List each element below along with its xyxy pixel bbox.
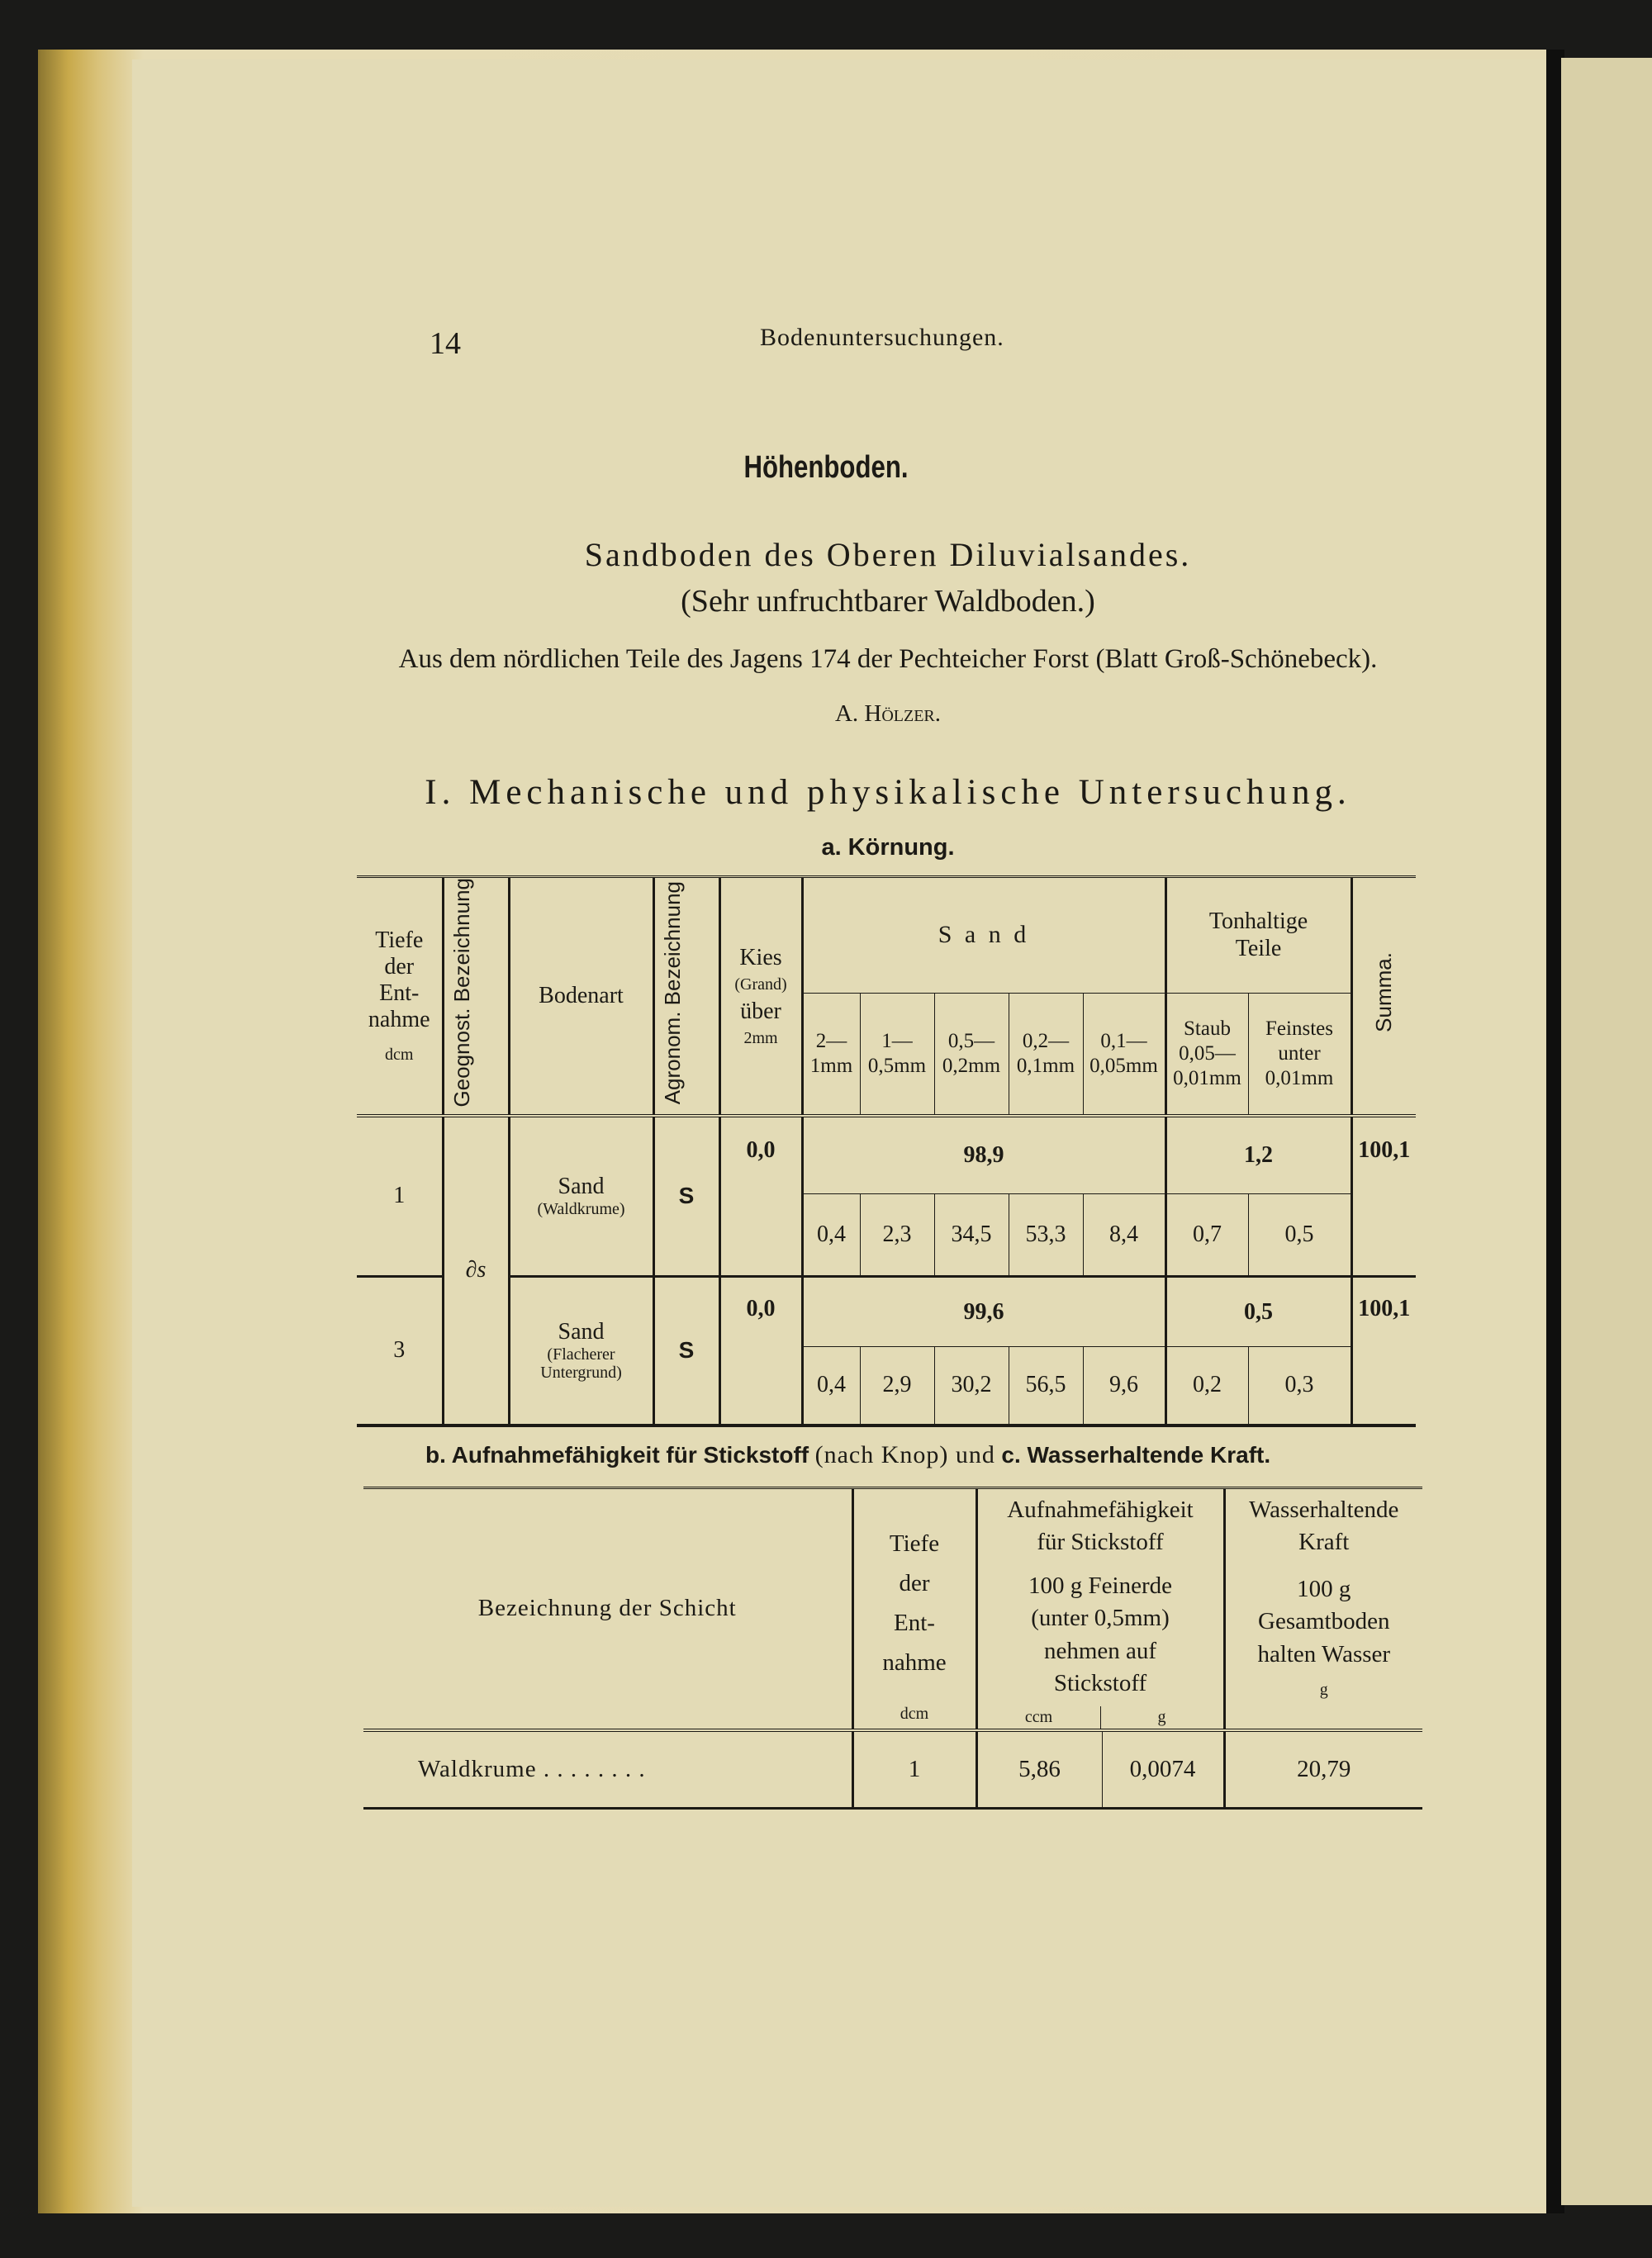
header-bezeichnung: Bezeichnung der Schicht xyxy=(363,1488,852,1730)
section-2c: c. Wasserhaltende Kraft. xyxy=(1001,1442,1271,1468)
header-summa: Summa. xyxy=(1351,877,1416,1116)
row-schicht: Waldkrume . . . . . . . . xyxy=(418,1756,646,1783)
row1-sand-2: 2,3 xyxy=(860,1194,934,1277)
row2-bodenart: Sand (Flacherer Untergrund) xyxy=(509,1277,653,1425)
header-staub: Staub 0,05— 0,01mm xyxy=(1165,993,1248,1115)
header-sand-col: 0,2— 0,1mm xyxy=(1009,993,1083,1115)
subtitle-1: Sandboden des Oberen Diluvialsandes. xyxy=(584,536,1192,573)
section-heading-1a: a. Körnung. xyxy=(821,834,955,861)
row1-summa: 100,1 xyxy=(1351,1116,1416,1277)
header-sand-col: 2— 1mm xyxy=(802,993,860,1115)
row2-staub: 0,2 xyxy=(1165,1347,1248,1425)
row2-tiefe: 3 xyxy=(393,1337,406,1364)
header-agronom: Agronom. Bezeichnung xyxy=(653,877,719,1116)
row1-sand-1: 0,4 xyxy=(802,1194,860,1277)
header-bodenart: Bodenart xyxy=(509,877,653,1116)
page-title: Höhenboden. xyxy=(743,450,909,485)
row1-sand-5: 8,4 xyxy=(1083,1194,1165,1277)
row-ccm: 5,86 xyxy=(976,1730,1102,1809)
section-2b: b. Aufnahmefähigkeit für Stickstoff xyxy=(425,1442,809,1468)
page-number: 14 xyxy=(430,326,461,361)
row-g: 0,0074 xyxy=(1102,1730,1224,1809)
header-aufnahme: Aufnahmefähigkeit für Stickstoff 100 g Feinerde (unter 0,5mm) nehmen auf Stickstoff ccm g xyxy=(976,1488,1224,1730)
location-line: Aus dem nördlichen Teile des Jagens 174 der Pechteicher Forst (Blatt Groß-Schönebeck). xyxy=(398,644,1378,674)
row2-sand-5: 9,6 xyxy=(1083,1347,1165,1425)
row1-tiefe: 1 xyxy=(357,1116,443,1277)
header-sand: S a n d xyxy=(802,877,1165,994)
running-head: Bodenuntersuchungen. xyxy=(760,324,1004,351)
header-geognost: Geognost. Bezeichnung xyxy=(443,877,509,1116)
unit-g: g xyxy=(1157,1707,1166,1726)
row2-sand-4: 56,5 xyxy=(1009,1347,1083,1425)
row-tiefe: 1 xyxy=(852,1730,976,1809)
header-tiefe-2: Tiefe der Ent- nahme dcm xyxy=(852,1488,976,1730)
row2-sand-3: 30,2 xyxy=(934,1347,1009,1425)
unit-ccm: ccm xyxy=(978,1706,1101,1729)
section-heading-2 xyxy=(425,1441,1270,1469)
header-wasser: Wasserhaltende Kraft 100 g Gesamtboden halten Wasser g xyxy=(1224,1488,1422,1730)
row1-feinstes: 0,5 xyxy=(1248,1194,1351,1277)
row1-kies: 0,0 xyxy=(719,1116,802,1277)
row2-sand-1: 0,4 xyxy=(802,1347,860,1425)
stickstoff-wasser-table xyxy=(363,1487,1422,1810)
geognost-value: ∂s xyxy=(443,1116,509,1425)
header-tonhaltig: Tonhaltige Teile xyxy=(1165,877,1351,994)
row1-sand-total: 98,9 xyxy=(802,1116,1165,1194)
row1-staub: 0,7 xyxy=(1165,1194,1248,1277)
row2-ton-total: 0,5 xyxy=(1165,1277,1351,1347)
row2-sand-2: 2,9 xyxy=(860,1347,934,1425)
next-page-edge xyxy=(1561,58,1652,2205)
row-wasser: 20,79 xyxy=(1224,1730,1422,1809)
row2-feinstes: 0,3 xyxy=(1248,1347,1351,1425)
section-2-mid: (nach Knop) und xyxy=(814,1441,995,1468)
koernung-table xyxy=(357,875,1416,1427)
row1-sand-3: 34,5 xyxy=(934,1194,1009,1277)
row2-agronom: S xyxy=(653,1277,719,1425)
header-sand-col: 0,1— 0,05mm xyxy=(1083,993,1165,1115)
header-tiefe: Tiefe der Ent- nahme dcm xyxy=(357,877,443,1116)
row1-bodenart: Sand (Waldkrume) xyxy=(509,1116,653,1277)
row2-summa: 100,1 xyxy=(1351,1277,1416,1425)
row1-ton-total: 1,2 xyxy=(1165,1116,1351,1194)
row2-kies: 0,0 xyxy=(719,1277,802,1425)
row1-agronom: S xyxy=(653,1116,719,1277)
subtitle-2: (Sehr unfruchtbarer Waldboden.) xyxy=(681,584,1095,619)
row2-sand-total: 99,6 xyxy=(802,1277,1165,1347)
header-sand-col: 1— 0,5mm xyxy=(860,993,934,1115)
row1-sand-4: 53,3 xyxy=(1009,1194,1083,1277)
author: A. Hölzer. xyxy=(834,700,942,727)
header-kies: Kies (Grand) über 2mm xyxy=(719,877,802,1116)
section-heading-1: I. Mechanische und physikalische Untersuchung. xyxy=(425,773,1351,812)
header-sand-col: 0,5— 0,2mm xyxy=(934,993,1009,1115)
header-feinstes: Feinstes unter 0,01mm xyxy=(1248,993,1351,1115)
